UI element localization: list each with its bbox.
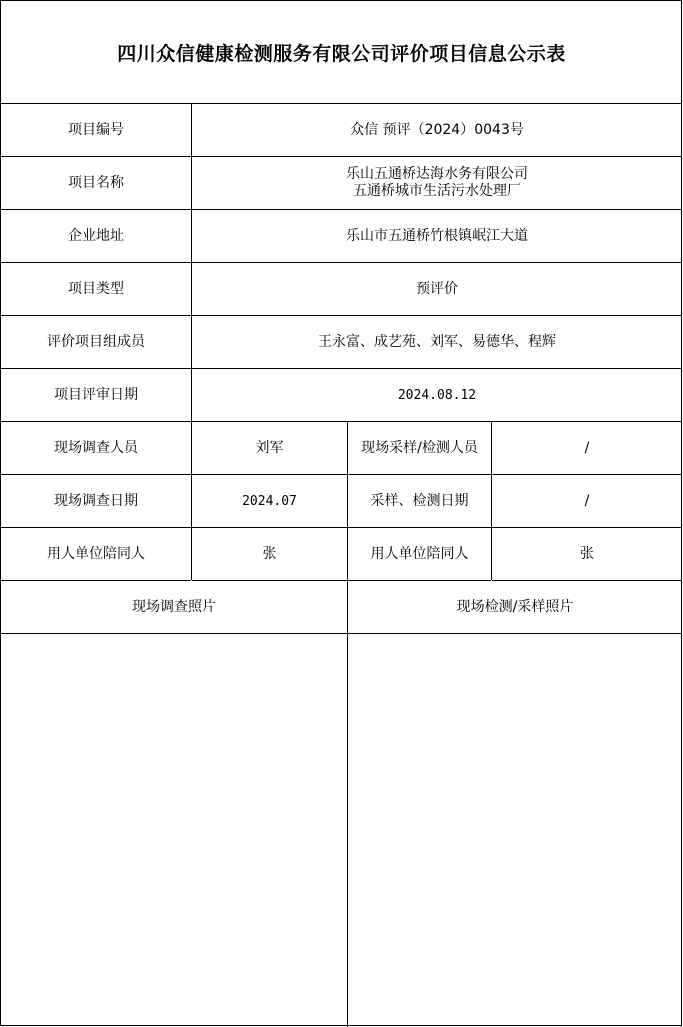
value-project-name <box>192 157 682 210</box>
value-sampling-date: / <box>492 475 682 528</box>
value-accompany-2: 张 <box>492 528 682 581</box>
label-survey-staff: 现场调查人员 <box>1 422 191 475</box>
label-address: 企业地址 <box>1 210 191 263</box>
value-accompany: 张 <box>192 528 347 581</box>
value-review-date: 2024.08.12 <box>192 369 682 422</box>
label-accompany-2: 用人单位陪同人 <box>348 528 491 581</box>
header-survey-photos: 现场调查照片 <box>1 581 347 634</box>
value-address: 乐山市五通桥竹根镇岷江大道 <box>192 210 682 263</box>
value-sampling-staff: / <box>492 422 682 475</box>
value-project-type: 预评价 <box>192 263 682 316</box>
value-members: 王永富、成艺苑、刘军、易德华、程辉 <box>192 316 682 369</box>
label-sampling-date: 采样、检测日期 <box>348 475 491 528</box>
value-survey-staff: 刘军 <box>192 422 347 475</box>
label-members: 评价项目组成员 <box>1 316 191 369</box>
label-review-date: 项目评审日期 <box>1 369 191 422</box>
project-plant: 五通桥城市生活污水处理厂 <box>353 183 521 199</box>
survey-photo-area <box>1 634 347 1025</box>
label-sampling-staff: 现场采样/检测人员 <box>348 422 491 475</box>
label-accompany: 用人单位陪同人 <box>1 528 191 581</box>
label-project-type: 项目类型 <box>1 263 191 316</box>
value-project-no: 众信 预评（2024）0043号 <box>192 104 682 157</box>
label-project-name: 项目名称 <box>1 157 191 210</box>
value-survey-date: 2024.07 <box>192 475 347 528</box>
header-sampling-photos: 现场检测/采样照片 <box>348 581 682 634</box>
label-survey-date: 现场调查日期 <box>1 475 191 528</box>
sampling-photo-area <box>348 634 682 1025</box>
project-company: 乐山五通桥达海水务有限公司 <box>346 166 528 182</box>
label-project-no: 项目编号 <box>1 104 191 157</box>
table-title: 四川众信健康检测服务有限公司评价项目信息公示表 <box>1 1 682 104</box>
